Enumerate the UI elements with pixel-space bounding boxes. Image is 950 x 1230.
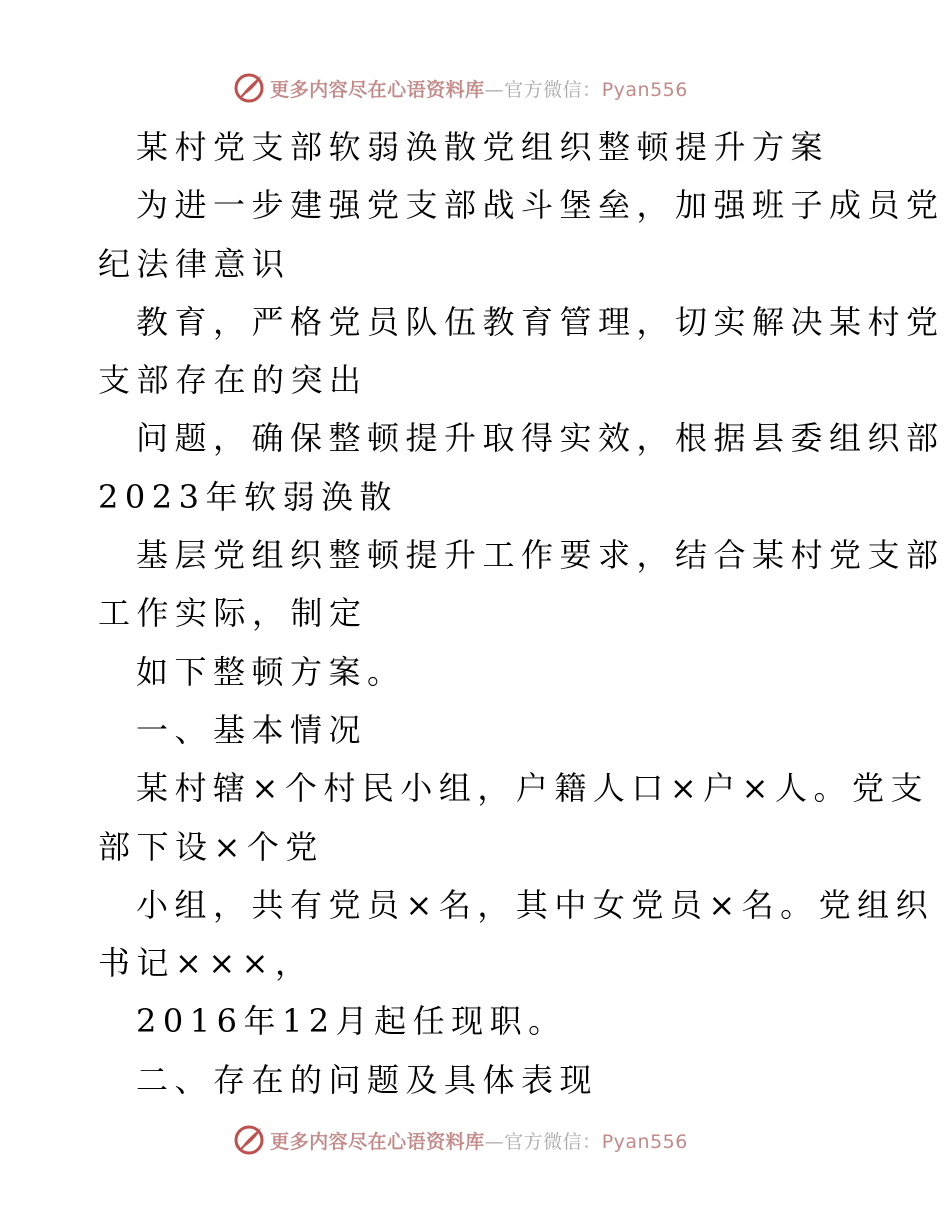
document-line: 支部存在的突出 bbox=[98, 361, 368, 400]
footer-watermark bbox=[0, 1120, 950, 1160]
document-line: 工作实际，制定 bbox=[98, 594, 368, 633]
document-body bbox=[98, 118, 945, 1109]
document-line: 书记×××， bbox=[98, 944, 314, 983]
document-line: 为进一步建强党支部战斗堡垒，加强班子成员党 bbox=[136, 186, 945, 225]
watermark-wechat-id: Pyan556 bbox=[601, 1130, 688, 1153]
document-line: 2023年软弱涣散 bbox=[98, 477, 398, 516]
document-line: 基层党组织整顿提升工作要求，结合某村党支部 bbox=[136, 536, 945, 575]
quill-logo-icon bbox=[232, 1123, 266, 1157]
header-watermark bbox=[0, 68, 950, 108]
document-line: 一、基本情况 bbox=[136, 710, 368, 749]
document-line: 如下整顿方案。 bbox=[136, 652, 406, 691]
watermark-official-label: 官方微信： bbox=[504, 1130, 602, 1153]
document-line: 问题，确保整顿提升取得实效，根据县委组织部 bbox=[136, 419, 945, 458]
watermark-brand: 更多内容尽在心语资料库 bbox=[270, 78, 485, 101]
watermark-brand: 更多内容尽在心语资料库 bbox=[270, 1130, 485, 1153]
watermark-wechat-id: Pyan556 bbox=[601, 78, 688, 101]
document-title: 某村党支部软弱涣散党组织整顿提升方案 bbox=[136, 128, 830, 166]
watermark-text bbox=[270, 1127, 688, 1154]
watermark-text bbox=[270, 75, 688, 102]
watermark-dash: — bbox=[484, 1130, 505, 1153]
document-line: 教育，严格党员队伍教育管理，切实解决某村党 bbox=[136, 302, 945, 341]
watermark-official-label: 官方微信： bbox=[504, 78, 602, 101]
quill-logo-icon bbox=[232, 71, 266, 105]
document-line: 某村辖×个村民小组，户籍人口×户×人。党支 bbox=[136, 769, 929, 808]
document-line: 小组，共有党员×名，其中女党员×名。党组织 bbox=[136, 885, 935, 924]
document-line: 二、存在的问题及具体表现 bbox=[136, 1060, 599, 1099]
document-line: 2016年12月起任现职。 bbox=[136, 1002, 567, 1041]
watermark-dash: — bbox=[484, 78, 505, 101]
document-line: 纪法律意识 bbox=[98, 244, 291, 283]
document-line: 部下设×个党 bbox=[98, 827, 324, 866]
